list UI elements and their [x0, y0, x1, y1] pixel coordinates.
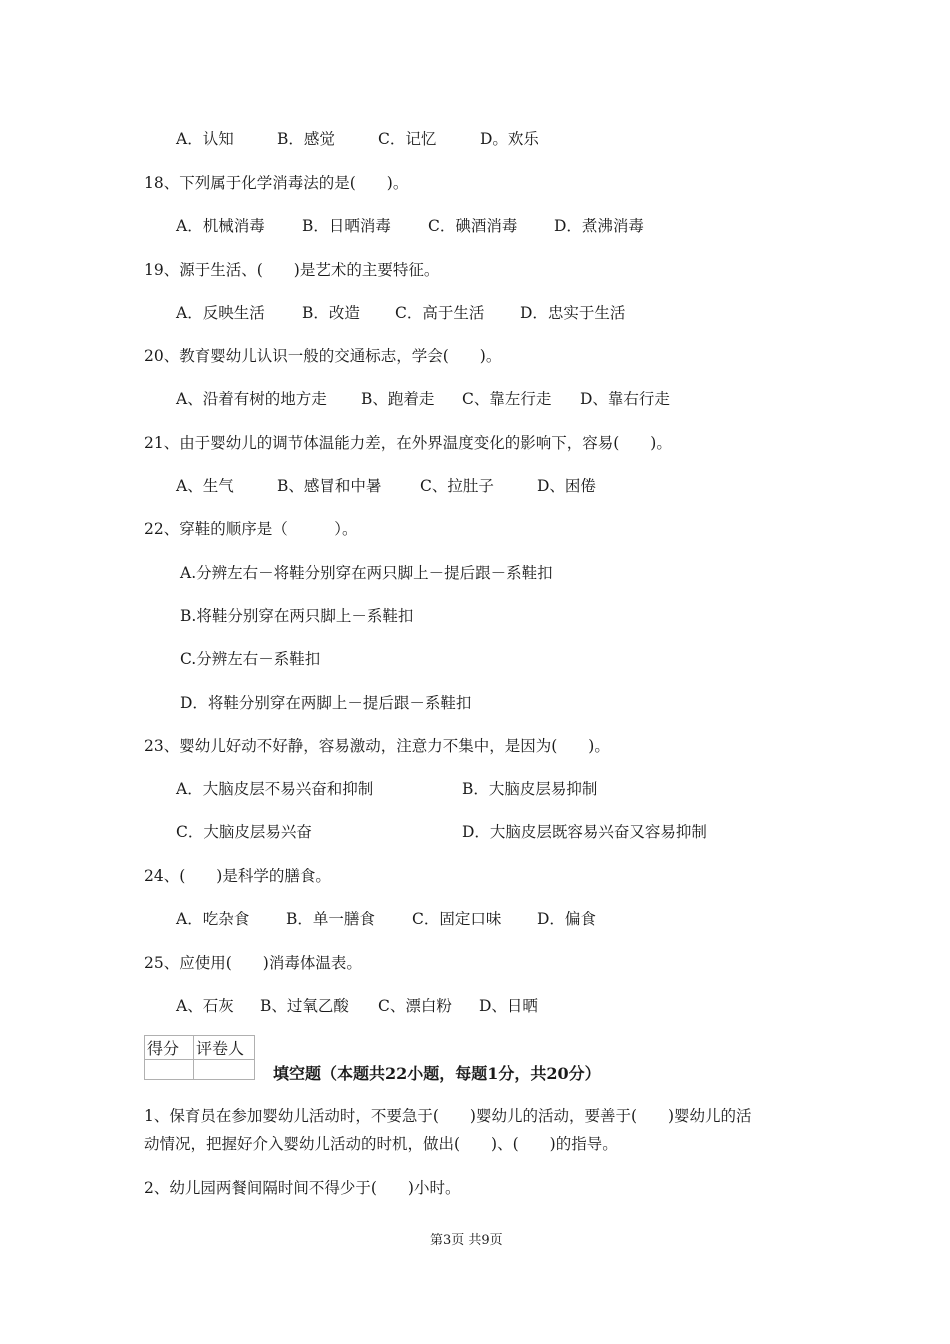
- score-header: 得分: [145, 1036, 194, 1060]
- q21-option-b: B、感冒和中暑: [277, 477, 382, 495]
- q20-option-a: A、沿着有树的地方走: [176, 390, 327, 408]
- q21-question: 21、由于婴幼儿的调节体温能力差，在外界温度变化的影响下，容易( )。: [144, 434, 672, 452]
- q25-option-a: A、石灰: [176, 997, 234, 1015]
- q18-question: 18、下列属于化学消毒法的是( )。: [144, 174, 409, 192]
- q18-option-c: C．碘酒消毒: [428, 217, 518, 235]
- q18-option-b: B．日晒消毒: [302, 217, 391, 235]
- q23-option-a: A．大脑皮层不易兴奋和抑制: [176, 780, 374, 798]
- q20-question: 20、教育婴幼儿认识一般的交通标志，学会( )。: [144, 347, 502, 365]
- q25-option-d: D、日晒: [479, 997, 538, 1015]
- q18-option-a: A．机械消毒: [176, 217, 265, 235]
- q19-option-d: D．忠实于生活: [520, 304, 626, 322]
- q23-question: 23、婴幼儿好动不好静，容易激动，注意力不集中，是因为( )。: [144, 737, 610, 755]
- q18-option-d: D．煮沸消毒: [554, 217, 644, 235]
- page-footer: 第3页 共9页: [430, 1233, 503, 1248]
- q24-question: 24、( )是科学的膳食。: [144, 867, 331, 885]
- q19-option-c: C．高于生活: [395, 304, 485, 322]
- fill-q1-line2: 动情况，把握好介入婴幼儿活动的时机，做出( )、( )的指导。: [144, 1135, 618, 1153]
- q24-option-c: C．固定口味: [412, 910, 502, 928]
- q17-option-c: C．记忆: [378, 130, 437, 148]
- q17-option-a: A．认知: [176, 130, 234, 148]
- q25-question: 25、应使用( )消毒体温表。: [144, 954, 362, 972]
- q21-option-c: C、拉肚子: [420, 477, 494, 495]
- q23-option-b: B．大脑皮层易抑制: [462, 780, 598, 798]
- q22-option-a: A.分辨左右－将鞋分别穿在两只脚上－提后跟－系鞋扣: [180, 564, 553, 582]
- section-title: 填空题（本题共22小题，每题1分，共20分）: [273, 1064, 601, 1083]
- grader-header: 评卷人: [194, 1036, 255, 1060]
- q23-option-c: C．大脑皮层易兴奋: [176, 823, 312, 841]
- q22-question: 22、穿鞋的顺序是（ ）。: [144, 520, 358, 538]
- q21-option-d: D、困倦: [537, 477, 596, 495]
- fill-q2: 2、幼儿园两餐间隔时间不得少于( )小时。: [144, 1179, 461, 1197]
- q22-option-d: D．将鞋分别穿在两脚上－提后跟－系鞋扣: [180, 694, 472, 712]
- q24-option-b: B．单一膳食: [286, 910, 375, 928]
- grader-cell: [194, 1060, 255, 1080]
- q25-option-b: B、过氧乙酸: [260, 997, 349, 1015]
- q17-option-b: B．感觉: [277, 130, 335, 148]
- score-cell: [145, 1060, 194, 1080]
- q20-option-b: B、跑着走: [361, 390, 435, 408]
- score-table: [144, 1035, 255, 1080]
- q17-option-d: D。欢乐: [480, 130, 539, 148]
- q23-option-d: D．大脑皮层既容易兴奋又容易抑制: [462, 823, 707, 841]
- q24-option-a: A．吃杂食: [176, 910, 250, 928]
- q25-option-c: C、漂白粉: [378, 997, 452, 1015]
- q24-option-d: D．偏食: [537, 910, 596, 928]
- q22-option-c: C.分辨左右－系鞋扣: [180, 650, 321, 668]
- q22-option-b: B.将鞋分别穿在两只脚上－系鞋扣: [180, 607, 414, 625]
- q21-option-a: A、生气: [176, 477, 234, 495]
- fill-q1-line1: 1、保育员在参加婴幼儿活动时，不要急于( )婴幼儿的活动，要善于( )婴幼儿的活: [144, 1107, 752, 1125]
- q20-option-d: D、靠右行走: [580, 390, 670, 408]
- q19-option-a: A．反映生活: [176, 304, 265, 322]
- q19-option-b: B．改造: [302, 304, 360, 322]
- q19-question: 19、源于生活、( )是艺术的主要特征。: [144, 261, 440, 279]
- q20-option-c: C、靠左行走: [462, 390, 552, 408]
